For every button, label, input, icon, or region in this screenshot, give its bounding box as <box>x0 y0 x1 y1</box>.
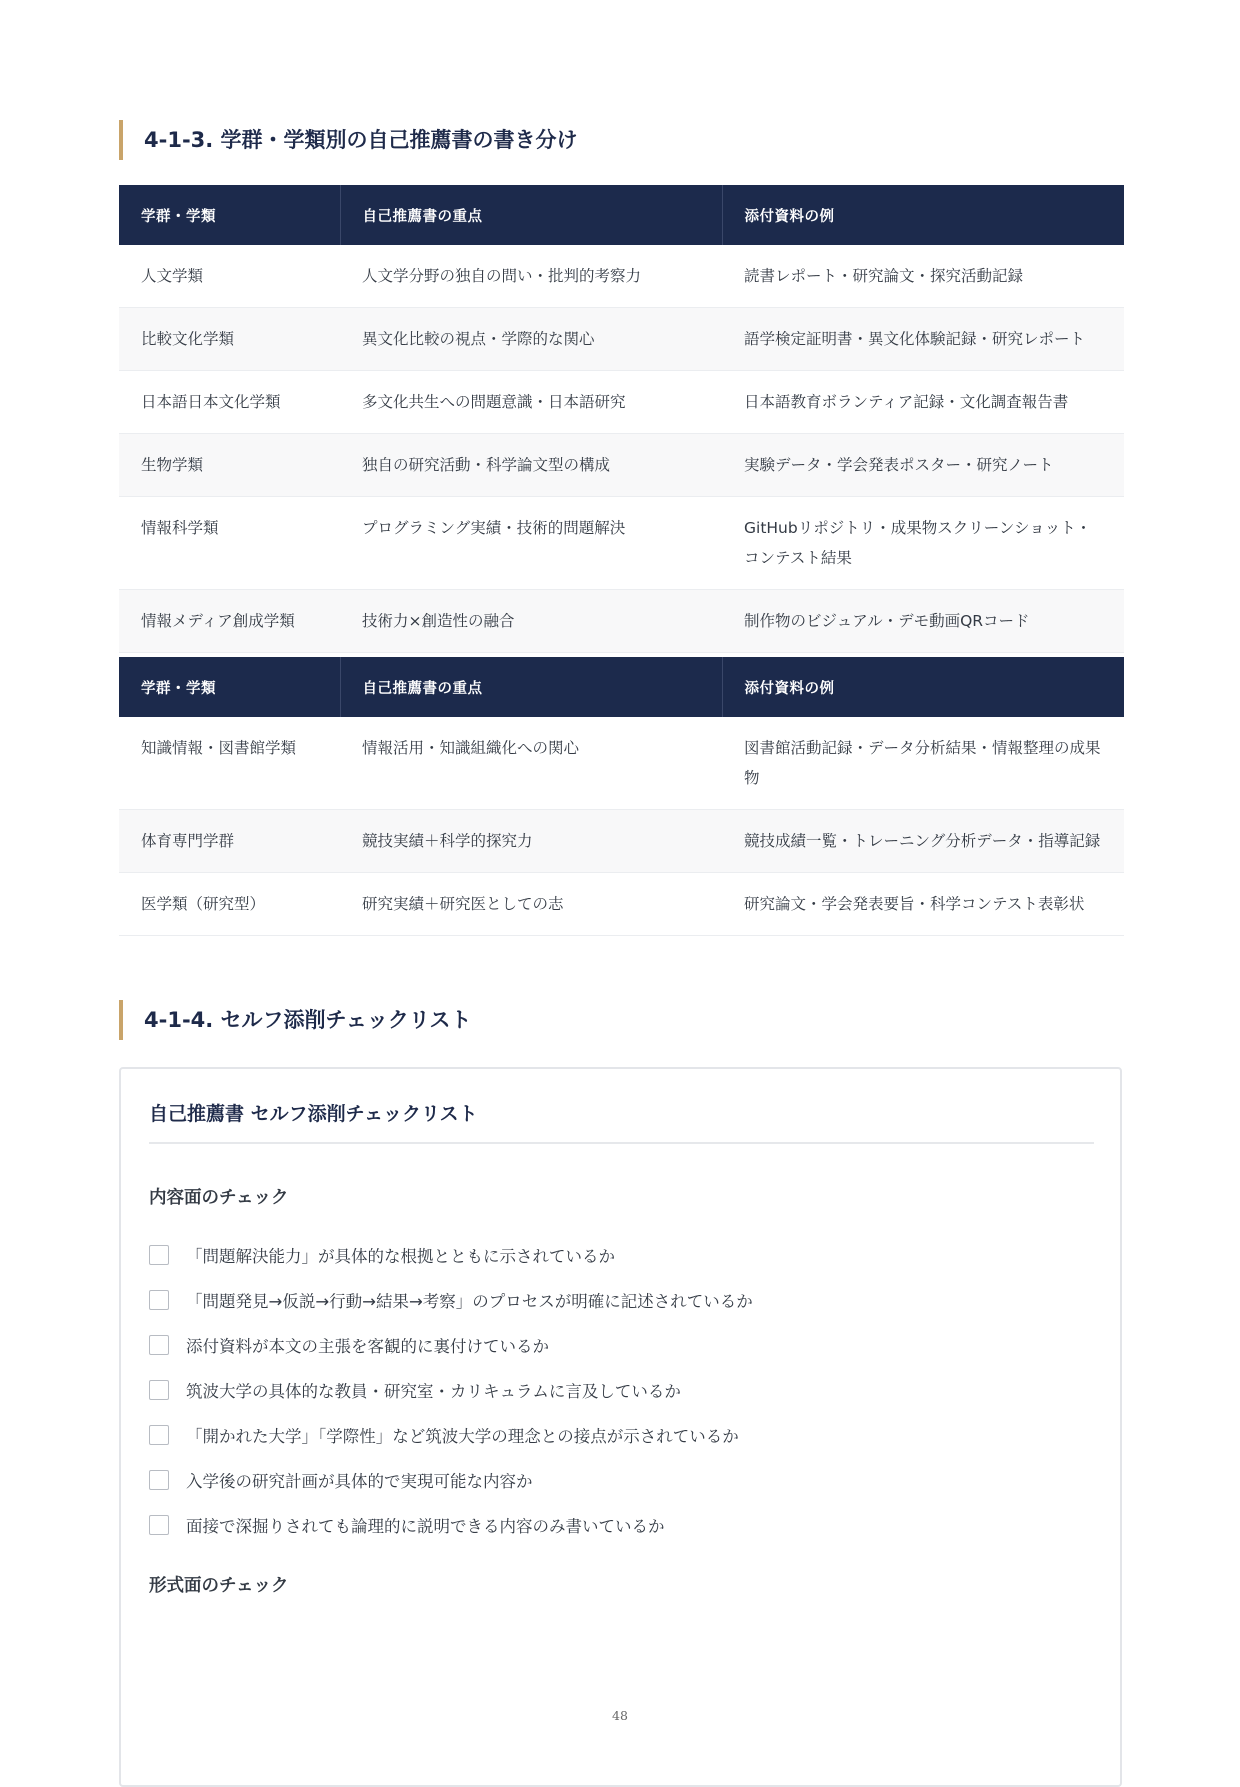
table-row <box>119 434 1124 497</box>
content-check-title: 内容面のチェック <box>149 1188 289 1208</box>
cell-focus: 技術力×創造性の融合 <box>340 590 722 653</box>
faculty-table-1 <box>119 185 1124 653</box>
table-row <box>119 873 1124 936</box>
header-focus: 自己推薦書の重点 <box>340 185 722 245</box>
checklist-item-label: 「問題発見→仮説→行動→結果→考察」のプロセスが明確に記述されているか <box>186 1291 753 1311</box>
cell-faculty: 体育専門学群 <box>119 810 340 873</box>
cell-focus: 人文学分野の独自の問い・批判的考察力 <box>340 245 722 308</box>
format-check-title: 形式面のチェック <box>149 1576 289 1596</box>
table-row <box>119 590 1124 653</box>
cell-faculty: 情報科学類 <box>119 497 340 590</box>
checkbox-icon[interactable] <box>149 1515 169 1535</box>
checkbox-icon[interactable] <box>149 1245 169 1265</box>
cell-focus: 多文化共生への問題意識・日本語研究 <box>340 371 722 434</box>
header-attachments: 添付資料の例 <box>722 657 1124 717</box>
checkbox-icon[interactable] <box>149 1425 169 1445</box>
checklist-item[interactable] <box>149 1502 753 1547</box>
checklist-item-label: 添付資料が本文の主張を客観的に裏付けているか <box>186 1336 549 1356</box>
cell-focus: 研究実績＋研究医としての志 <box>340 873 722 936</box>
checkbox-icon[interactable] <box>149 1470 169 1490</box>
checklist-item[interactable] <box>149 1367 753 1412</box>
header-focus: 自己推薦書の重点 <box>340 657 722 717</box>
cell-focus: プログラミング実績・技術的問題解決 <box>340 497 722 590</box>
checkbox-icon[interactable] <box>149 1290 169 1310</box>
checklist-item[interactable] <box>149 1322 753 1367</box>
cell-faculty: 比較文化学類 <box>119 308 340 371</box>
cell-attachments: 実験データ・学会発表ポスター・研究ノート <box>722 434 1124 497</box>
section-heading-4-1-3: 4-1-3. 学群・学類別の自己推薦書の書き分け <box>119 120 1149 160</box>
cell-faculty: 生物学類 <box>119 434 340 497</box>
self-check-checklist-box <box>119 1067 1122 1787</box>
cell-attachments: 読書レポート・研究論文・探究活動記録 <box>722 245 1124 308</box>
cell-faculty: 日本語日本文化学類 <box>119 371 340 434</box>
checklist-item-label: 入学後の研究計画が具体的で実現可能な内容か <box>186 1471 533 1491</box>
section-heading-4-1-4: 4-1-4. セルフ添削チェックリスト <box>119 1000 1149 1040</box>
page-number: 48 <box>612 1708 628 1723</box>
table-row <box>119 371 1124 434</box>
cell-faculty: 知識情報・図書館学類 <box>119 717 340 810</box>
cell-attachments: 競技成績一覧・トレーニング分析データ・指導記録 <box>722 810 1124 873</box>
checklist-title: 自己推薦書 セルフ添削チェックリスト <box>149 1099 1094 1144</box>
checkbox-icon[interactable] <box>149 1335 169 1355</box>
table-row <box>119 810 1124 873</box>
table-header-row <box>119 657 1124 717</box>
cell-attachments: 図書館活動記録・データ分析結果・情報整理の成果物 <box>722 717 1124 810</box>
content-check-list <box>149 1232 753 1547</box>
cell-attachments: 制作物のビジュアル・デモ動画QRコード <box>722 590 1124 653</box>
checklist-item-label: 「問題解決能力」が具体的な根拠とともに示されているか <box>186 1246 615 1266</box>
cell-faculty: 情報メディア創成学類 <box>119 590 340 653</box>
table-row <box>119 497 1124 590</box>
table-row <box>119 245 1124 308</box>
cell-focus: 競技実績＋科学的探究力 <box>340 810 722 873</box>
cell-faculty: 医学類（研究型） <box>119 873 340 936</box>
checklist-item-label: 面接で深掘りされても論理的に説明できる内容のみ書いているか <box>186 1516 665 1536</box>
checklist-item-label: 筑波大学の具体的な教員・研究室・カリキュラムに言及しているか <box>186 1381 681 1401</box>
cell-attachments: 日本語教育ボランティア記録・文化調査報告書 <box>722 371 1124 434</box>
header-faculty: 学群・学類 <box>119 185 340 245</box>
faculty-table-2 <box>119 657 1124 936</box>
cell-faculty: 人文学類 <box>119 245 340 308</box>
cell-attachments: 語学検定証明書・異文化体験記録・研究レポート <box>722 308 1124 371</box>
table-row <box>119 717 1124 810</box>
checklist-item[interactable] <box>149 1412 753 1457</box>
checklist-item[interactable] <box>149 1232 753 1277</box>
header-faculty: 学群・学類 <box>119 657 340 717</box>
table-row <box>119 308 1124 371</box>
header-attachments: 添付資料の例 <box>722 185 1124 245</box>
cell-attachments: GitHubリポジトリ・成果物スクリーンショット・コンテスト結果 <box>722 497 1124 590</box>
checkbox-icon[interactable] <box>149 1380 169 1400</box>
cell-focus: 独自の研究活動・科学論文型の構成 <box>340 434 722 497</box>
cell-attachments: 研究論文・学会発表要旨・科学コンテスト表彰状 <box>722 873 1124 936</box>
cell-focus: 情報活用・知識組織化への関心 <box>340 717 722 810</box>
checklist-item[interactable] <box>149 1457 753 1502</box>
table-header-row <box>119 185 1124 245</box>
checklist-item-label: 「開かれた大学」「学際性」など筑波大学の理念との接点が示されているか <box>186 1426 739 1446</box>
cell-focus: 異文化比較の視点・学際的な関心 <box>340 308 722 371</box>
checklist-item[interactable] <box>149 1277 753 1322</box>
